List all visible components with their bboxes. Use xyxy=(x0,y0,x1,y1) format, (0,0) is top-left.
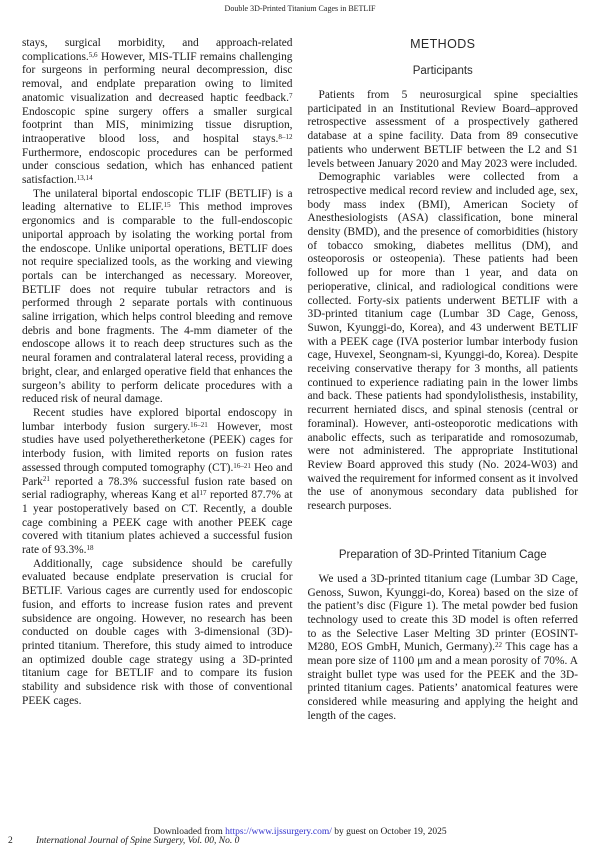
reference-superscript: 5,6 xyxy=(88,50,98,59)
preparation-heading: Preparation of 3D-Printed Titanium Cage xyxy=(338,548,547,561)
download-suffix: by guest on October 19, 2025 xyxy=(331,827,447,837)
reference-superscript: 21 xyxy=(42,475,50,484)
journal-citation-line xyxy=(8,836,239,846)
paragraph: Demographic variables were collected from a retrospective medical record review and included age, sex, body mass index (BMI), American Society of Anesthesiologists (ASA) classification, bone mineral density (BMD), and the presence of comorbidities (history of tobacco smoking, diabetes mellitus (DM), and osteoporosis or osteopenia). These patients had been followed up for more than 1 year, and data on perioperative, clinical, and radiological conditions were collected. Forty-six patients underwent BETLIF with a 3D-printed titanium cage (Lumbar 3D Cage, Genoss, Suwon, Kyunggi-do, Korea), and 43 underwent BETLIF with a PEEK cage (IVA posterior lumbar interbody fusion cage, Huvexel, Seongnam-si, Kyunggi-do, Korea). Despite receiving conservative therapy for 3 months, all patients continued to experience radiating pain in the lower limbs and back. These patients had spondylolisthesis, instability, recurrent herniated discs, and spinal stenosis (central or foraminal). However, anti-osteoporotic medications with anabolic effects, such as teriparatide and romosozumab, were not administered. The appropriate Institutional Review Board approved this study (No. 2024-W03) and waived the requirement for informed consent as it involved the use of anonymous secondary data published for research purposes. xyxy=(307,171,578,513)
paragraph: Recent studies have explored biportal endoscopy in lumbar interbody fusion surgery.$^{16-21}$ However, most studies have used polyetheretherketone (PEEK) cages for interbody fusion, with limited reports on fusion rates assessed through computed tomography (CT).$^{16-21}$ Heo and Park$^{21}$ reported a 78.3% successful fusion rate based on serial radiography, whereas Kang et $al^{17}$ reported 87.7% at 1 year postoperatively based on CT. Recently, a double cage combining a PEEK cage with another PEEK cage covered with titanium plates achieved a successful fusion rate of 93.3%.$^{18}$ xyxy=(22,406,293,557)
reference-superscript: 16–21 xyxy=(233,461,251,470)
paragraph: We used a 3D-printed titanium cage (Lumbar 3D Cage, Genoss, Suwon, Kyunggi-do, Korea) based on the size of the patient’s disc (Figure 1). The metal powder bed fusion technology used to create this 3D model is often referred to as the Selective Laser Melting 3D printer (EOSINT-M280, EOS GmbH, Munich, Germany).$^{22}$ This cage has a mean pore size of 1100 μm and a mean porosity of 70%. A straight bullet type was used for the PEEK and the 3D-printed titanium cages. Patients’ anatomical features were considered while measuring and applying the height and length of the cages. xyxy=(307,572,578,722)
reference-superscript: 17 xyxy=(199,489,207,498)
reference-superscript: 16–21 xyxy=(190,420,208,429)
journal-citation: International Journal of Spine Surgery, Vol. 00, No. 0 xyxy=(36,836,240,846)
reference-superscript: 13,14 xyxy=(76,173,93,182)
participants-section xyxy=(308,89,579,514)
right-column xyxy=(308,37,579,724)
left-column xyxy=(22,37,293,724)
participants-heading: Participants xyxy=(412,65,473,77)
reference-superscript: 22 xyxy=(495,641,503,650)
paragraph: Additionally, cage subsidence should be carefully evaluated because endplate preservation is crucial for BETLIF. Various cages are currently used for endoscopic fusion, and efforts to increase fusion rates and prevent subsidence are ongoing. However, no research has been conducted on double cages with 3-dimensional (3D)-printed titanium. Therefore, this study aimed to introduce an optimized double cage strategy using a 3D-printed titanium cage for BETLIF and to compare its fusion stability and subsidence risk with those of conventional PEEK cages. xyxy=(22,557,293,707)
methods-heading: METHODS xyxy=(410,37,476,51)
download-prefix: Downloaded from xyxy=(153,827,226,837)
reference-superscript: 15 xyxy=(163,201,171,210)
reference-superscript: 8–12 xyxy=(278,132,293,141)
article-body xyxy=(22,37,578,724)
download-link[interactable]: https://www.ijssurgery.com/ xyxy=(225,827,332,837)
reference-superscript: 18 xyxy=(86,543,94,552)
reference-superscript: 7 xyxy=(288,91,293,100)
page-number: 2 xyxy=(8,836,13,846)
paragraph: stays, surgical morbidity, and approach-related complications.$^{5,6}$ However, MIS-TLIF remains challenging for surgeons in performing neural decompression, disc removal, and endplate preparation owing to limited anatomic visualization and decreased haptic feedback.$^7$ Endoscopic spine surgery offers a smaller surgical footprint than MIS, minimizing tissue disruption, intraoperative blood loss, and hospital stays.$^{8-12}$ Furthermore, endoscopic procedures can be performed under conscious sedation, which has enhanced patient satisfaction.$^{13,14}$ xyxy=(22,37,293,187)
paragraph: The unilateral biportal endoscopic TLIF (BETLIF) is a leading alternative to ELIF.$^{15}$ This method improves ergonomics and is comparable to the full-endoscopic uniportal approach by isolating the working portal from the endoscope. Unlike uniportal operations, BETLIF does not require specialized tools, as the working and viewing portals can be interchanged as necessary. Moreover, BETLIF does not require tubular retractors and is performed through 2 separate portals with continuous saline irrigation, which helps control bleeding and remove debris and bone fragments. The 4-mm diameter of the endoscope allows it to reach deep structures such as the neural foramen and contralateral lateral recess, providing a bright, clear, and enlarged operative field that enhances the surgeon’s ability to perform delicate procedures with a reduced risk of neural damage. xyxy=(22,187,293,406)
preparation-section xyxy=(308,573,579,724)
running-head: Double 3D-Printed Titanium Cages in BETLIF xyxy=(224,4,376,13)
paragraph: Patients from 5 neurosurgical spine specialties participated in an Institutional Review Board–approved retrospective assessment of a prospectively gathered database at a spine facility. Data from 89 consecutive patients who underwent BETLIF between the L2 and S1 levels between January 2020 and May 2023 were included. xyxy=(307,89,578,170)
